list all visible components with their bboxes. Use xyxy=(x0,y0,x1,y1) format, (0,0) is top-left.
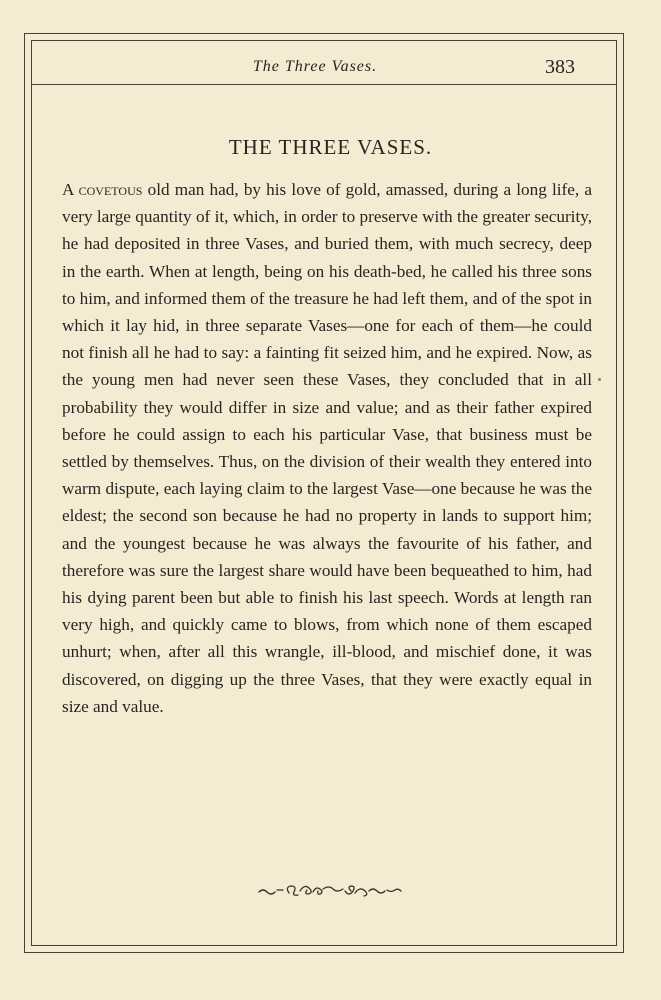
page-number: 383 xyxy=(545,56,575,78)
body-text: old man had, by his love of gold, amassed, during a long life, a very large quantity of it, which, in order to preserve with the greater security, he had deposited in three Vases, and buried them, with much secrecy, deep in the earth. When at length, being on his death-bed, he called his three sons to him, and informed them of the treasure he had left them, and of the spot in which it lay hid, in three separate Vases—one for each of them—he could not finish all he had to say: a fainting fit seized him, and he expired. Now, as the young men had never seen these Vases, they concluded that in all probability they would differ in size and value; and as their father expired before he could assign to each his particular Vase, that business must be settled by themselves. Thus, on the division of their wealth they entered into warm dispute, each laying claim to the largest Vase—one because he was the eldest; the second son because he had no property in lands to support him; and the youngest because he was always the favourite of his father, and therefore was sure the largest share would have been bequeathed to him, had his dying parent been but able to finish his last speech. Words at length ran very high, and quickly came to blows, from which none of them escaped unhurt; when, after all this wrangle, ill-blood, and mischief done, it was discovered, on digging up the three Vases, that they were exactly equal in size and value. xyxy=(62,180,593,716)
running-head: The Three Vases. xyxy=(252,58,378,75)
page-title: THE THREE VASES. xyxy=(228,135,433,159)
body-paragraph xyxy=(62,176,592,720)
header-rule xyxy=(31,84,616,85)
page-speck xyxy=(598,378,601,381)
ornament-flourish xyxy=(255,879,405,903)
opening-word: A covetous xyxy=(62,180,143,199)
